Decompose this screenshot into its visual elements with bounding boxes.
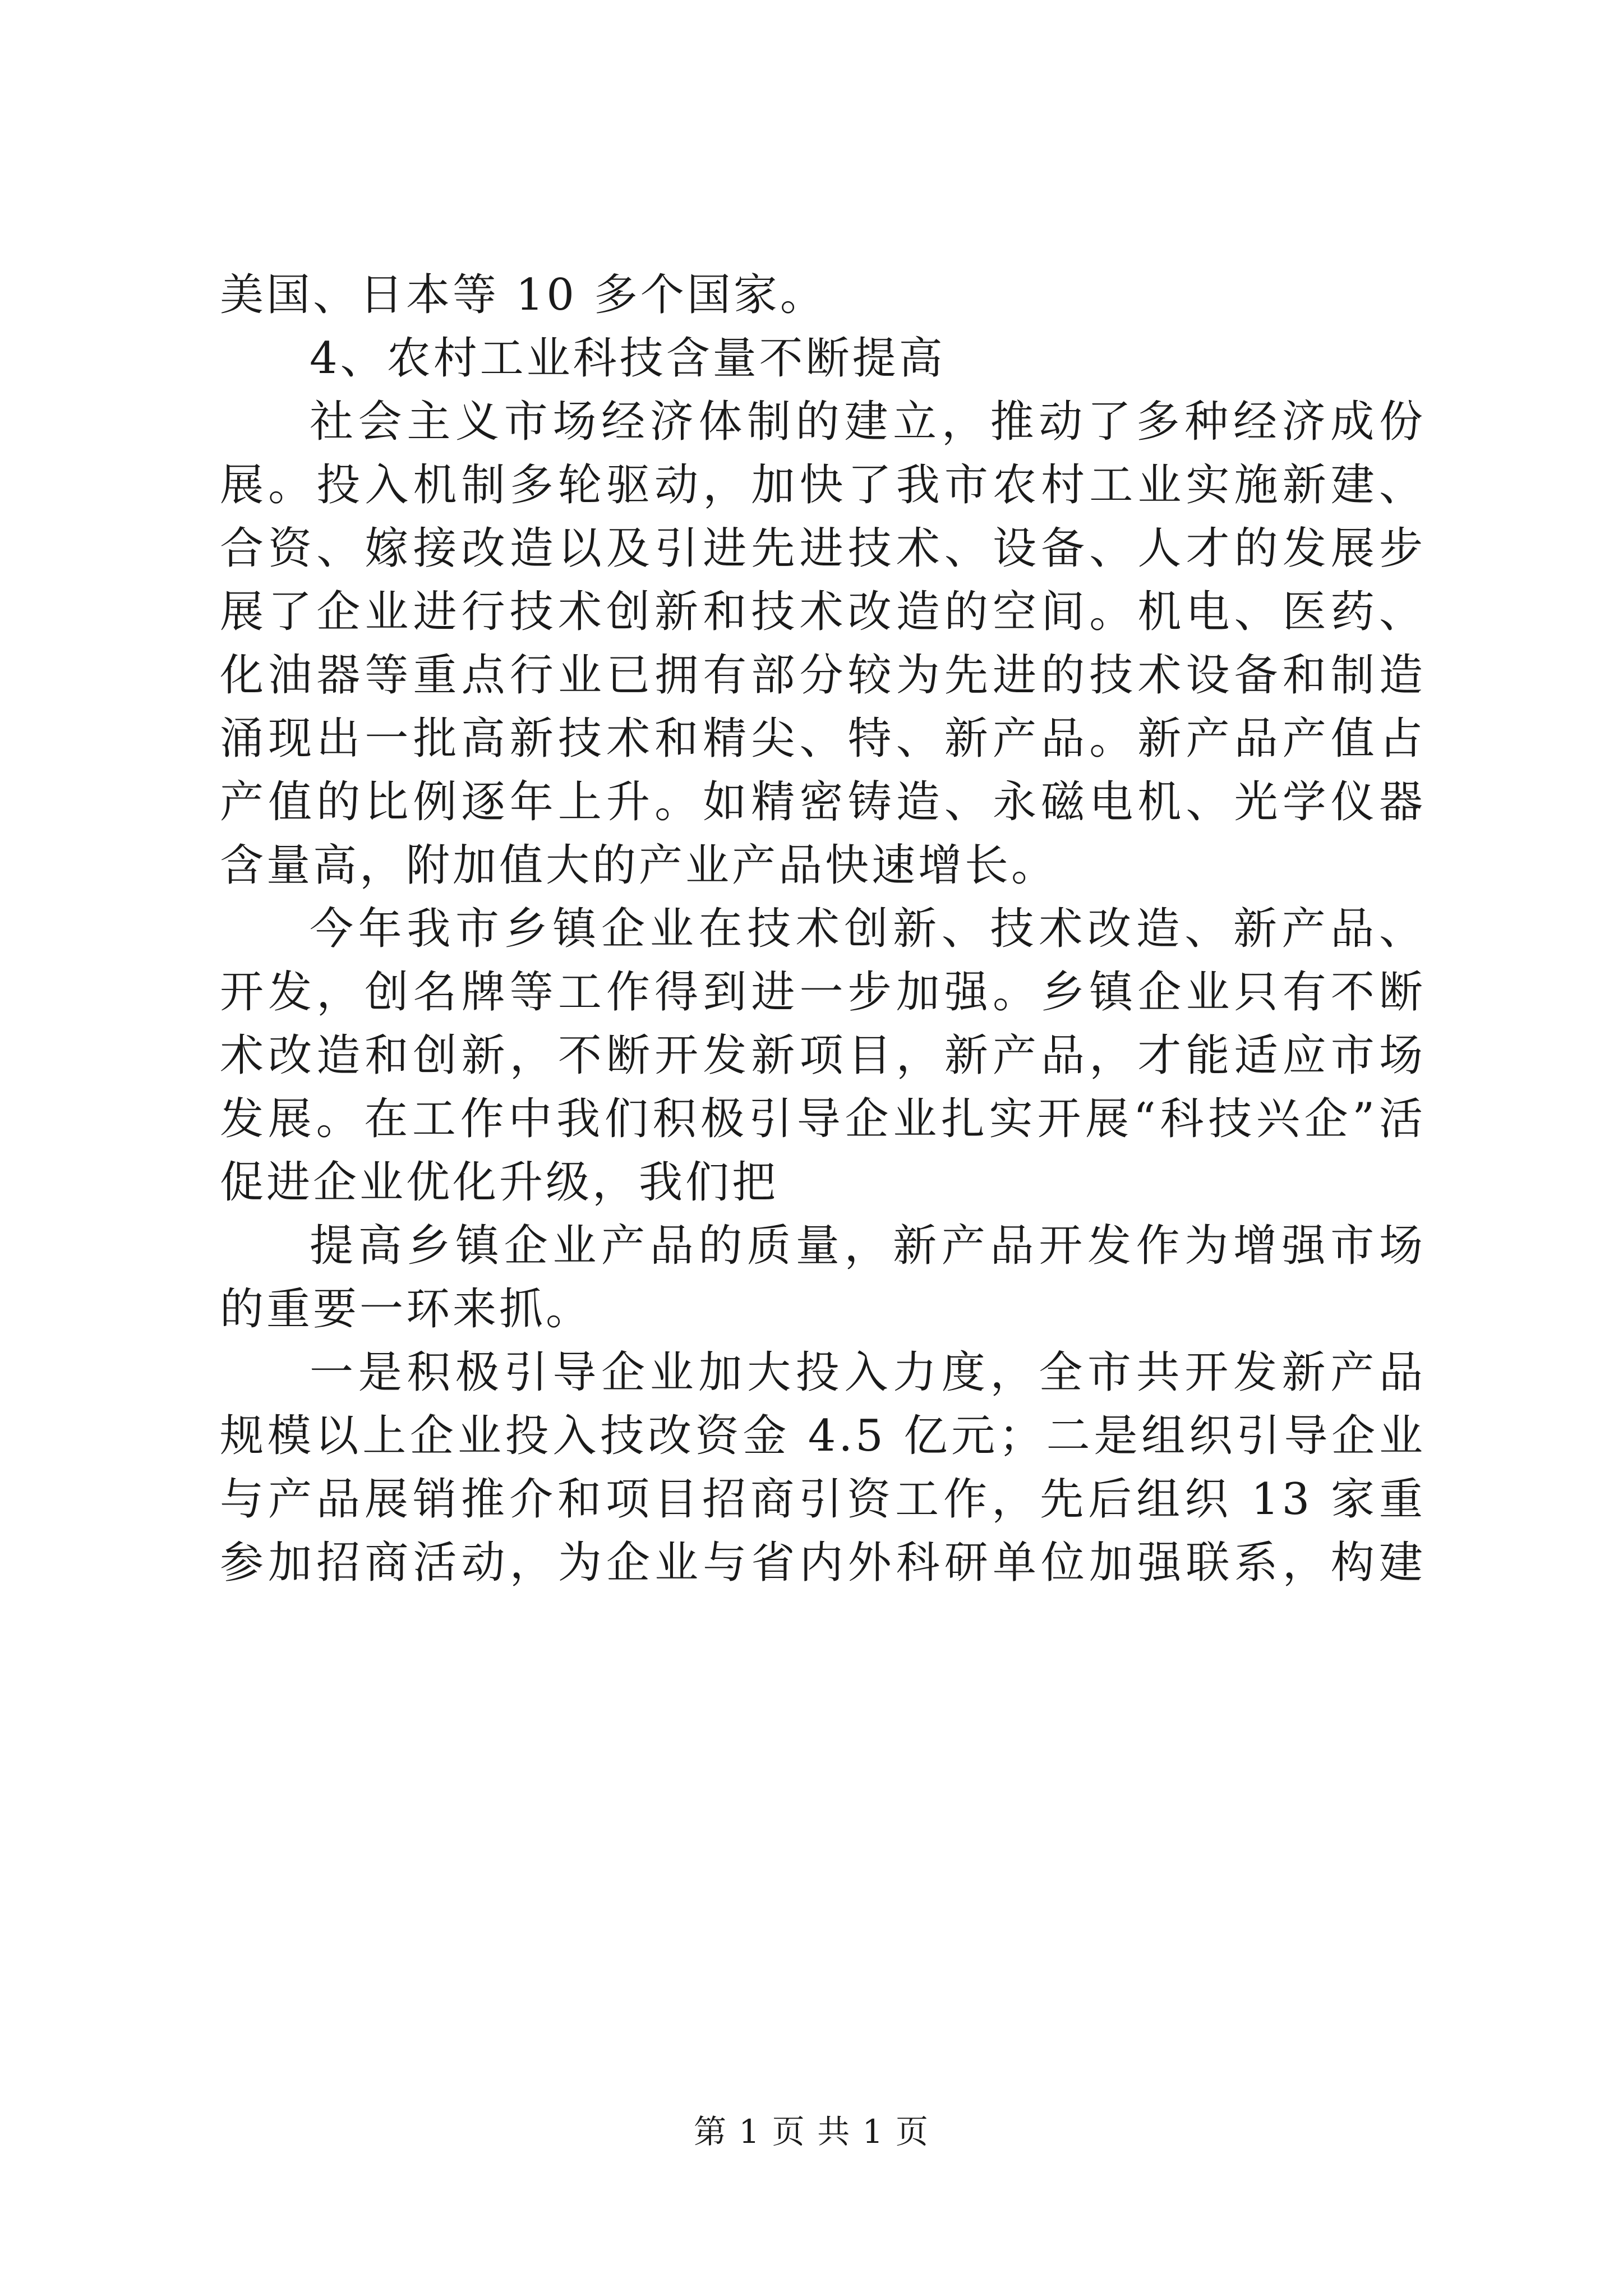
text-line: 的重要一环来抓。	[220, 1284, 593, 1335]
text-line: 促进企业优化升级，我们把	[220, 1157, 779, 1208]
text-line: 术改造和创新，不断开发新项目，新产品，才能适应市场	[220, 1030, 1426, 1081]
document-body	[220, 264, 1426, 1595]
text-line: 美国、日本等 10 多个国家。	[220, 270, 827, 320]
page-footer	[0, 2109, 1623, 2154]
text-line: 展了企业进行技术创新和技术改造的空间。机电、医药、	[220, 587, 1426, 637]
text-line: 开发，创名牌等工作得到进一步加强。乡镇企业只有不断	[220, 967, 1426, 1018]
text-line: 今年我市乡镇企业在技术创新、技术改造、新产品、	[310, 904, 1426, 954]
text-line: 化油器等重点行业已拥有部分较为先进的技术设备和制造	[220, 650, 1426, 701]
text-line: 发展。在工作中我们积极引导企业扎实开展“科技兴企”活	[220, 1094, 1426, 1144]
text-line: 规模以上企业投入技改资金 4.5 亿元；二是组织引导企业	[220, 1411, 1426, 1461]
text-line: 展。投入机制多轮驱动，加快了我市农村工业实施新建、	[220, 460, 1426, 510]
text-line: 含量高，附加值大的产业产品快速增长。	[220, 840, 1058, 891]
text-line: 社会主义市场经济体制的建立，推动了多种经济成份	[310, 397, 1426, 447]
page-number-label: 第 1 页 共 1 页	[694, 2113, 929, 2151]
text-line: 合资、嫁接改造以及引进先进技术、设备、人才的发展步	[220, 523, 1426, 574]
text-line: 提高乡镇企业产品的质量，新产品开发作为增强市场	[310, 1221, 1426, 1271]
text-line: 产值的比例逐年上升。如精密铸造、永磁电机、光学仪器	[220, 777, 1426, 827]
text-line: 参加招商活动，为企业与省内外科研单位加强联系，构建	[220, 1538, 1426, 1588]
text-line: 涌现出一批高新技术和精尖、特、新产品。新产品产值占	[220, 714, 1426, 764]
text-line: 一是积极引导企业加大投入力度，全市共开发新产品	[310, 1347, 1426, 1398]
text-line: 与产品展销推介和项目招商引资工作，先后组织 13 家重	[220, 1474, 1426, 1525]
section-heading: 4、农村工业科技含量不断提高	[310, 333, 946, 384]
